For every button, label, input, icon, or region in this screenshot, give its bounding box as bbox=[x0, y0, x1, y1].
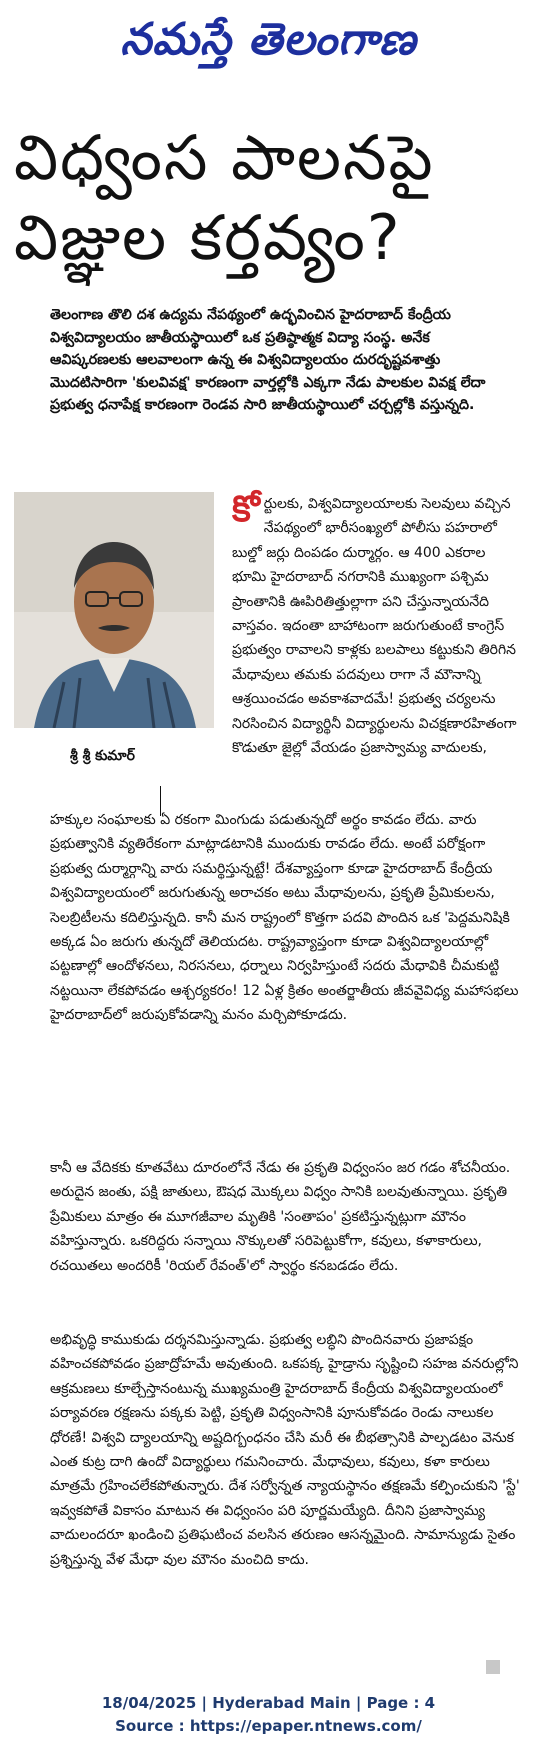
article-paragraph-3: అభివృద్ధి కాముకుడు దర్శనమిస్తున్నాడు. ప్రభుత్వ లబ్ధిని పొందినవారు ప్రజాపక్షం వహించకపోవడం ప్రజాద్రోహమే అవుతుంది. ఒకపక్క హైడ్రాను సృష్టించి సహజ వనరుల్లోని ఆక్రమణలు కూల్చేస్తానంటున్న ముఖ్యమంత్రి హైదరాబాద్ కేంద్రీయ విశ్వవిద్యాలయంలో పర్యావరణ రక్షణను పక్కకు పెట్టి, ప్రకృతి విధ్వంసానికి పూనుకోవడం రెండు నాలుకల ధోరణే! విశ్వవి ద్యాలయాన్ని అష్టదిగ్బంధనం చేసి మరీ ఈ బీభత్సానికి పాల్పడటం వెనుక ఎంత కుట్ర దాగి ఉందో విద్యార్థులు గమనించారు. మేధావులు, కవులు, కళా కారులు మాత్రమే గ్రహించలేకపోతున్నారు. దేశ సర్వోన్నత న్యాయస్థానం తక్షణమే కల్పించుకుని 'స్టే' ఇవ్వకపోతే వికాసం మాటున ఈ విధ్వంసం పరి పూర్ణమయ్యేది. దీనిని ప్రజాస్వామ్య వాదులందరూ ఖండించి ప్రతిఘటించ వలసిన తరుణం ఆసన్నమైంది. సామాన్యుడు సైతం ప్రశ్నిస్తున్న వేళ మేధా వుల మౌనం మంచిది కాదు. bbox=[50, 1332, 520, 1568]
masthead bbox=[0, 0, 537, 96]
drop-cap: కో bbox=[232, 489, 260, 530]
article-intro: తెలంగాణ తొలి దశ ఉద్యమ నేపథ్యంలో ఉద్భవించిన హైదరాబాద్ కేంద్రీయ విశ్వవిద్యాలయం జాతీయస్థాయిలో ఒక ప్రతిష్ఠాత్మక విద్యా సంస్థ. అనేక ఆవిష్కరణలకు ఆలవాలంగా ఉన్న ఈ విశ్వవిద్యాలయం దురదృష్టవశాత్తు మొదటిసారిగా 'కులవివక్ష' కారణంగా వార్తల్లోకి ఎక్కగా నేడు పాలకుల వివక్ష లేదా ప్రభుత్వ ధనాపేక్ష కారణంగా రెండవ సారి జాతీయస్థాయిలో చర్చల్లోకి వస్తున్నది. bbox=[50, 307, 486, 414]
edition-info: 18/04/2025 | Hyderabad Main | Page : 4 bbox=[101, 1694, 436, 1712]
article-column bbox=[232, 489, 522, 760]
headline-line-2: విజ్ఞుల కర్తవ్యం? bbox=[14, 201, 402, 274]
end-of-article-mark bbox=[486, 1660, 500, 1674]
article-paragraph-2: కానీ ఆ వేదికకు కూతవేటు దూరంలోనే నేడు ఈ ప్రకృతి విధ్వంసం జర గడం శోచనీయం. అరుదైన జంతు, పక్షి జాతులు, ఔషధ మొక్కలు విధ్వం సానికి బలవుతున్నాయి. ప్రకృతి ప్రేమికులు మాత్రం ఈ మూగజీవాల మృతికి 'సంతాపం' ప్రకటిస్తున్నట్లుగా మౌనం వహిస్తున్నారు. ఒకరిద్దరు సన్నాయి నొక్కులతో సరిపెట్టుకోగా, కవులు, కళాకారులు, రచయితలు అందరికీ 'రియల్ రేవంత్'లో స్వార్థం కనబడడం లేదు. bbox=[50, 1160, 511, 1274]
author-name: శ్రీ శ్రీ కుమార్ bbox=[70, 748, 135, 764]
article-paragraph-1: హక్కుల సంఘాలకు ఏ రకంగా మింగుడు పడుతున్నదో అర్థం కావడం లేదు. వారు ప్రభుత్వానికి వ్యతిరేకంగా మాట్లాడటానికి ముందుకు రావడం లేదు. అంటే పరోక్షంగా ప్రభుత్వ దుర్మార్గాన్ని వారు సమర్థిస్తున్నట్టే! దేశవ్యాప్తంగా కూడా హైదరాబాద్ కేంద్రీయ విశ్వవిద్యాలయంలో జరుగుతున్న అరాచకం అటు మేధావులను, ప్రకృతి ప్రేమికులను, సెలబ్రిటీలను కదిలిస్తున్నది. కానీ మన రాష్ట్రంలో కొత్తగా పదవి పొందిన ఒక 'పెద్దమనిషికి అక్కడ ఏం జరుగు తున్నదో తెలియదట. రాష్ట్రవ్యాప్తంగా కూడా విశ్వవిద్యాలయాల్లో పట్టణాల్లో ఆందోళనలు, నిరసనలు, ధర్నాలు నిర్వహిస్తుంటే సదరు మేధావికి చీమకుట్టి నట్టయినా లేకపోవడం ఆశ్చర్యకరం! 12 ఏళ్ల క్రితం అంతర్జాతీయ జీవవైవిధ్య మహాసభలు హైదరాబాద్‌లో జరుపుకోవడాన్ని మనం మర్చిపోకూడదు. bbox=[50, 812, 519, 1024]
author-photo bbox=[14, 492, 214, 728]
source-link[interactable]: Source : https://epaper.ntnews.com/ bbox=[115, 1717, 422, 1735]
masthead-title: నమస్తే తెలంగాణ bbox=[120, 14, 417, 65]
headline-line-1: విధ్వంస పాలనపై bbox=[14, 121, 435, 194]
column-text: ర్టులకు, విశ్వవిద్యాలయాలకు సెలవులు వచ్చిన నేపథ్యంలో భారీసంఖ్యలో పోలీసు పహరాలో బుల్డో జర్లు దింపడం దుర్మార్గం. ఆ 400 ఎకరాల భూమి హైదరాబాద్ నగరానికి ముఖ్యంగా పశ్చిమ ప్రాంతానికి ఊపిరితిత్తుల్లాగా పని చేస్తున్నాయనేది వాస్తవం. ఇదంతా బాహాటంగా జరుగుతుంటే కాంగ్రెస్ ప్రభుత్వం రావాలని కాళ్లకు బలపాలు కట్టుకుని తిరిగిన మేధావులు తమకు పదవులు రాగా నే మౌనాన్ని ఆశ్రయించడం అవకాశవాదమే! ప్రభుత్వ చర్యలను నిరసించిన విద్యార్థినీ విద్యార్థులను విచక్షణారహితంగా కొడుతూ జైల్లో వేయడం ప్రజాస్వామ్య వాదులకు, bbox=[232, 496, 517, 757]
author-portrait-image bbox=[14, 492, 214, 728]
